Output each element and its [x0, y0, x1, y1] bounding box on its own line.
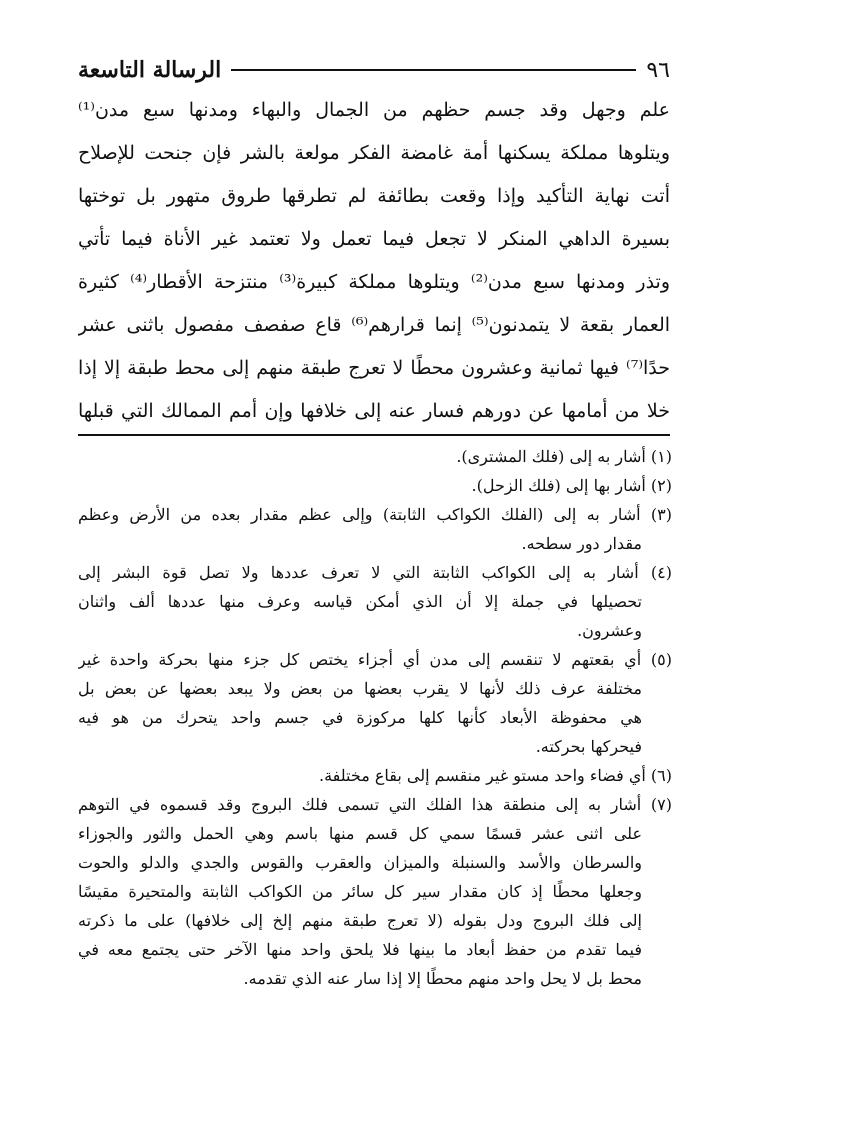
footnote-7-cont: فيما تقدم من حفظ أبعاد ما بينها فلا يلحق واحد منها الآخر حتى يجتمع معه في	[78, 940, 642, 959]
footnote-2: (٢) أشار بها إلى (فلك الزحل).	[471, 476, 672, 495]
text-line: علم وجهل وقد جسم حظهم من الجمال والبهاء ومدنها سبع مدن⁽¹⁾	[78, 99, 670, 121]
footnote-7-cont: على اثنى عشر قسمًا سمي كل قسم منها باسم وهي الحمل والثور والجوزاء	[78, 824, 642, 843]
footnote-4-cont: وعشرون.	[577, 621, 642, 640]
footnote-5: (٥) أي بقعتهم لا تنقسم إلى مدن أي أجزاء يختص كل جزء منها بحركة واحدة غير	[78, 650, 672, 669]
footnote-5-cont: فيحركها بحركته.	[535, 737, 642, 756]
footnote-7-cont: وجعلها محطًا إذ كان مقدار سير كل سائر من الكواكب الثابتة والمتحيرة مقيسًا	[78, 882, 642, 901]
footnote-5-cont: هي محفوظة الأبعاد كأنها كلها مركوزة في جسم واحد يتحرك من هو فيه	[78, 708, 642, 727]
text-line: العمار بقعة لا يتمدنون⁽⁵⁾ إنما قرارهم⁽⁶⁾ قاع صفصف مفصول باثنى عشر	[78, 314, 670, 336]
text-line: وتذر ومدنها سبع مدن⁽²⁾ ويتلوها مملكة كبيرة⁽³⁾ منتزحة الأقطار⁽⁴⁾ كثيرة	[78, 271, 670, 293]
chapter-title: الرسالة التاسعة	[78, 57, 222, 83]
footnotes	[78, 442, 672, 993]
text-line: ويتلوها مملكة يسكنها أمة غامضة الفكر مولعة بالشر فإن جنحت للإصلاح	[78, 142, 670, 164]
main-text	[78, 89, 670, 433]
footnote-7-cont: محط بل لا يحل واحد منهم محطًا إلا إذا سار عنه الذي تقدمه.	[243, 969, 642, 988]
footnote-4-cont: تحصيلها في جملة إلا أن الذي أمكن قياسه وعرف منها عددها ألف واثنان	[78, 592, 642, 611]
footnote-6: (٦) أي فضاء واحد مستو غير منقسم إلى بقاع مختلفة.	[319, 766, 672, 785]
header-rule	[231, 69, 636, 71]
page-number: ٩٦	[646, 57, 670, 83]
text-line: خلا من أمامها عن دورهم فسار عنه إلى خلافها وإن أمم الممالك التي قبلها	[78, 400, 670, 422]
footnote-3-cont: مقدار دور سطحه.	[521, 534, 642, 553]
text-line: بسيرة الداهي المنكر لا تجعل فيما تعمل ولا تعتمد غير الأناة فيما تأتي	[78, 228, 670, 250]
footnote-5-cont: مختلفة عرف ذلك لأنها لا يقرب بعضها من بعض ولا يبعد بعضها عن بعض بل	[78, 679, 642, 698]
running-header	[78, 52, 670, 88]
footnote-3: (٣) أشار به إلى (الفلك الكواكب الثابتة) وإلى عظم مقدار بعده من الأرض وعظم	[78, 505, 672, 524]
footnote-1: (١) أشار به إلى (فلك المشترى).	[456, 447, 672, 466]
footnote-separator	[78, 434, 670, 436]
text-line: حدًا⁽⁷⁾ فيها ثمانية وعشرون محطًا لا تعرج طبقة منهم إلى محط طبقة إلا إذا	[78, 357, 670, 379]
footnote-7-cont: إلى فلك البروج ودل بقوله (لا تعرج طبقة منهم إلخ إلى خلافها) على ما ذكرته	[78, 911, 642, 930]
text-line: أتت نهاية التأكيد وإذا وقعت بطائفة لم تطرقها طروق متهور بل توختها	[78, 185, 670, 207]
footnote-4: (٤) أشار به إلى الكواكب الثابتة التي لا تعرف عددها ولا تصل قوة البشر إلى	[78, 563, 672, 582]
footnote-7: (٧) أشار به إلى منطقة هذا الفلك التي تسمى فلك البروج وقد قسموه في التوهم	[78, 795, 672, 814]
footnote-7-cont: والسرطان والأسد والسنبلة والميزان والعقرب والقوس والجدي والدلو والحوت	[78, 853, 642, 872]
